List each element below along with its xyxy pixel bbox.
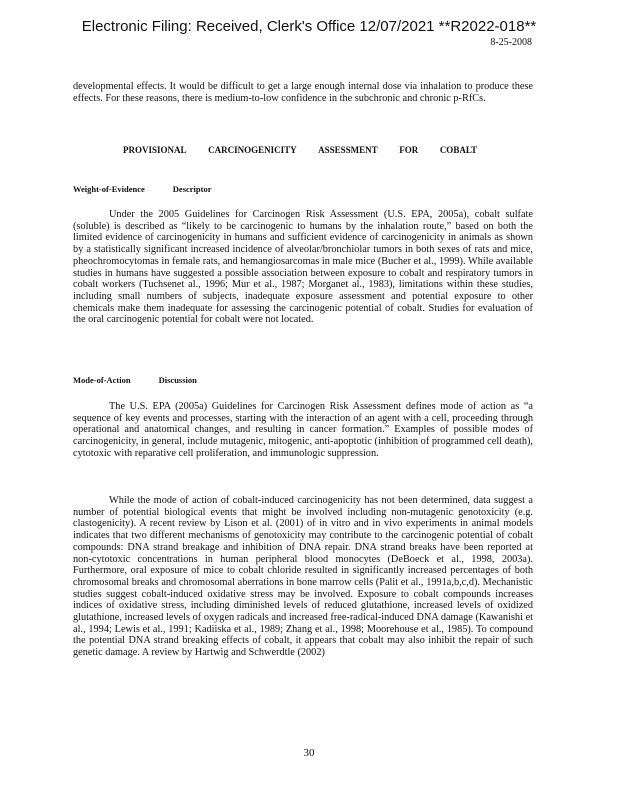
section-title-word: COBALT: [439, 145, 477, 155]
weight-of-evidence-paragraph: Under the 2005 Guidelines for Carcinogen Risk Assessment (U.S. EPA, 2005a), cobalt sulfate (soluble) is described as “likely to be carcinogenic to humans by the inhalation route,” based on both the limited evidence of carcinogenicity in humans and sufficient evidence of carcinogenicity in animals as shown by a statistically significant increased incidence of alveolar/bronchiolar tumors in both sexes of rats and mice, pheochromocytomas in female rats, and hemangiosarcomas in male mice (Bucher et al., 1999). While available studies in humans have suggested a possible association between exposure to cobalt and respiratory tumors in cobalt workers (Tuchsenet al., 1996; Mur et al., 1987; Morganet al., 1983), limitations within these studies, including small numbers of subjects, inadequate exposure assessment and potential exposure to other chemicals make them inadequate for assessing the carcinogenic potential of cobalt. Studies for evaluation of the oral carcinogenic potential for cobalt were not located.: [73, 209, 533, 326]
filing-stamp-header: Electronic Filing: Received, Clerk's Office 12/07/2021 **R2022-018**: [81, 18, 537, 35]
subheading-part: Weight-of-Evidence: [73, 184, 145, 194]
subheading-weight-of-evidence: [73, 184, 212, 194]
section-title-word: ASSESSMENT: [318, 145, 378, 155]
section-title: [73, 145, 533, 155]
page-number: 30: [303, 747, 315, 759]
mode-of-action-paragraph-1: The U.S. EPA (2005a) Guidelines for Carcinogen Risk Assessment defines mode of action as “a sequence of key events and processes, starting with the interaction of an agent with a cell, proceeding through operational and anatomical changes, and resulting in cancer formation.” Examples of possible modes of carcinogenicity, in general, include mutagenic, mitogenic, anti-apoptotic (inhibition of programmed cell death), cytotoxic with reparative cell proliferation, and immunologic suppression.: [73, 401, 533, 459]
subheading-part: Discussion: [158, 375, 197, 385]
subheading-part: Descriptor: [172, 184, 212, 194]
subheading-mode-of-action: [73, 375, 197, 385]
mode-of-action-paragraph-2: While the mode of action of cobalt-induced carcinogenicity has not been determined, data suggest a number of potential biological events that might be involved including non-mutagenic genotoxicity (e.g. clastogenicity). A recent review by Lison et al. (2001) of in vitro and in vivo experiments in animal models indicates that two different mechanisms of genotoxicity may contribute to the carcinogenic potential of cobalt compounds: DNA strand breakage and inhibition of DNA repair. DNA strand breaks have been reported at non-cytotoxic concentrations in human peripheral blood monocytes (DeBoeck et al., 1998, 2003a). Furthermore, oral exposure of mice to cobalt chloride resulted in significantly increased percentages of both chromosomal breaks and chromosomal aberrations in bone marrow cells (Palit et al., 1991a,b,c,d). Mechanistic studies suggest cobalt-induced oxidative stress may be involved. Exposure to cobalt compounds increases indices of oxidative stress, including diminished levels of reduced glutathione, increased levels of oxidized glutathione, increased levels of oxygen radicals and increased free-radical-induced DNA damage (Kawanishi et al., 1994; Lewis et al., 1991; Kadiiska et al., 1989; Zhang et al., 1998; Moorehouse et al., 1985). To compound the potential DNA strand breaking effects of cobalt, it appears that cobalt may also inhibit the repair of such genetic damage. A review by Hartwig and Schwerdtle (2002): [73, 495, 533, 659]
section-title-word: FOR: [399, 145, 419, 155]
subheading-part: Mode-of-Action: [73, 375, 131, 385]
section-title-word: CARCINOGENICITY: [208, 145, 297, 155]
intro-paragraph: developmental effects. It would be difficult to get a large enough internal dose via inhalation to produce these effects. For these reasons, there is medium-to-low confidence in the subchronic and chronic p-RfCs.: [73, 81, 533, 104]
section-title-word: PROVISIONAL: [123, 145, 187, 155]
document-date: 8-25-2008: [490, 37, 532, 48]
